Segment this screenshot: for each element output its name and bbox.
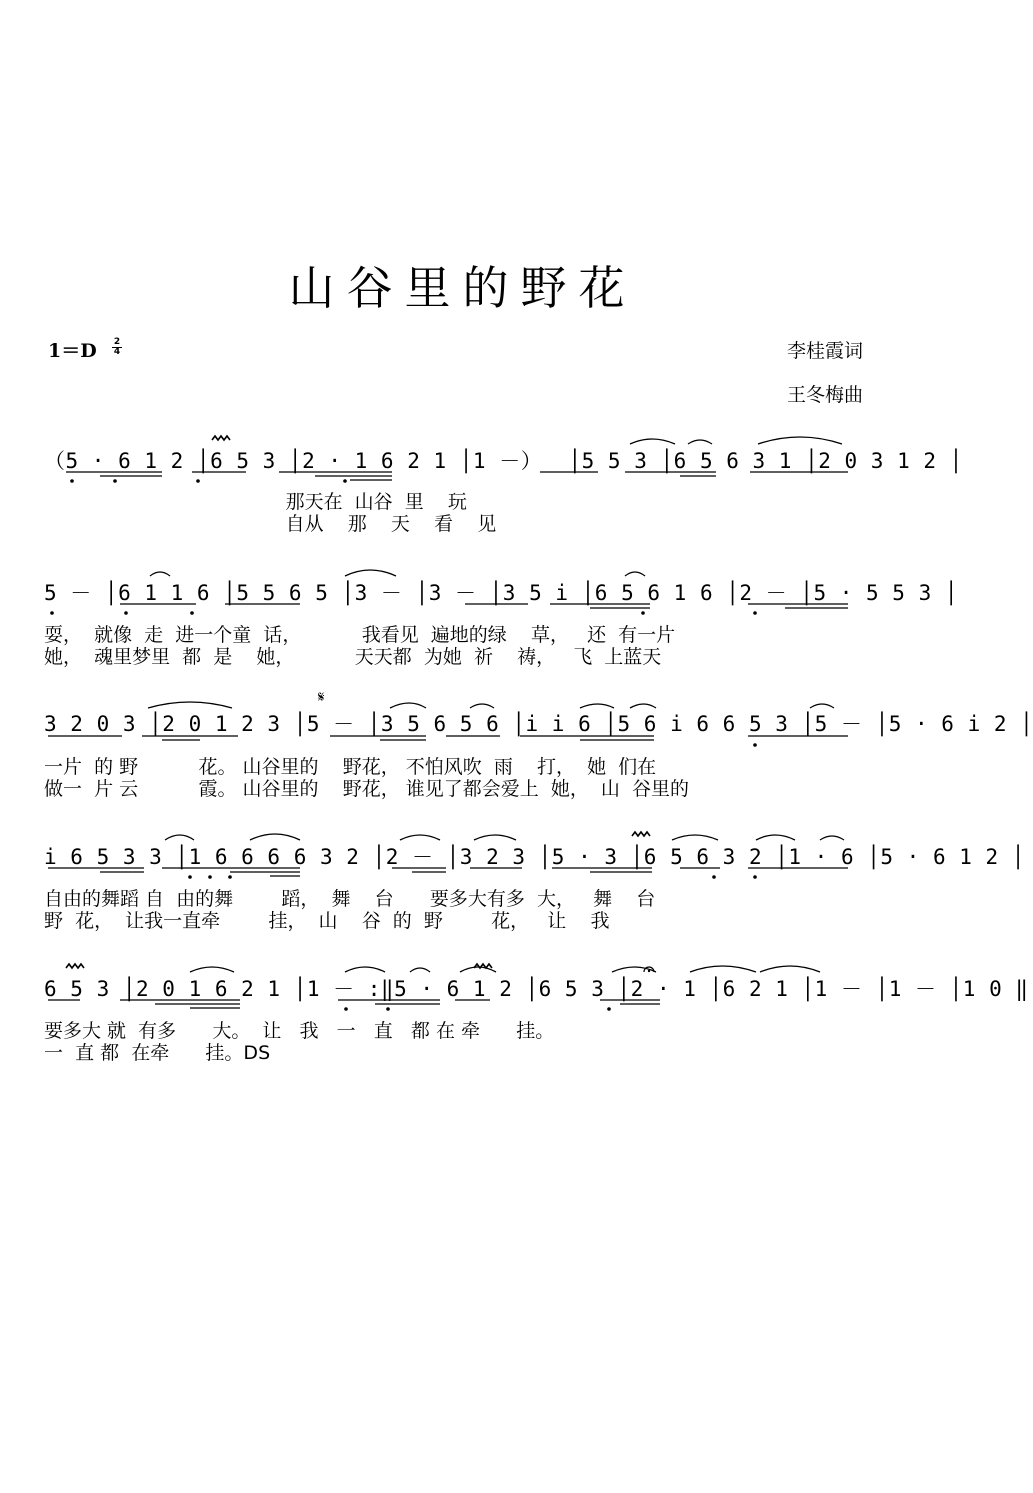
lyric-verse-1: 那天在 山谷 里 玩 — [44, 491, 467, 513]
score-system-5 — [44, 974, 1029, 1004]
notation-line: （5 · 6 1 2 │6 5 3 │2 · 1 6 2 1 │1 －） │5 5 3 │6 5 6 3 1 │2 0 3 1 2 │ — [44, 449, 963, 473]
lyric-verse-2: 她， 魂里梦里 都 是 她， 天天都 为她 祈 祷， 飞 上蓝天 — [44, 646, 662, 668]
fermata-icon — [644, 967, 654, 972]
lyric-verse-2: 做一 片 云 霞。 山谷里的 野花， 谁见了都会爱上 她， 山 谷里的 — [44, 778, 689, 800]
time-signature-top: 2 — [113, 337, 121, 347]
octave-dot — [712, 875, 716, 879]
lyric-verse-1: 耍， 就像 走 进一个童 话， 我看见 遍地的绿 草， 还 有一片 — [44, 624, 676, 646]
lyricist-credit: 李桂霞词 — [786, 340, 863, 362]
slur-mark — [148, 702, 834, 708]
notation-line: 3 2 0 3 │2 0 1 2 3 │5 － │3 5 6 5 6 │i i 6 │5 6 i 6 6 5 3 │5 － │5 · 6 i 2 │ — [44, 712, 1033, 736]
score-system-1 — [44, 446, 963, 476]
lyric-verse-2: 野 花， 让我一直牵 挂， 山 谷 的 野 花， 让 我 — [44, 910, 610, 932]
octave-dot — [753, 743, 757, 747]
mordent-icon — [212, 436, 230, 440]
notation-line: i 6 5 3 3 │1 6 6 6 6 3 2 │2 － │3 2 3 │5 · 3 │6 5 6 3 2 │1 · 6 │5 · 6 1 2 │ — [44, 845, 1025, 869]
octave-dot — [188, 875, 192, 879]
octave-dot — [228, 875, 232, 879]
slur-mark — [165, 834, 844, 840]
octave-dot — [208, 875, 212, 879]
octave-dot — [190, 611, 194, 615]
slur-mark — [630, 437, 842, 444]
time-signature-bottom: 4 — [113, 347, 121, 357]
octave-dot — [344, 1007, 348, 1011]
fermata-dot-icon — [648, 970, 650, 972]
octave-dot — [753, 875, 757, 879]
octave-dot — [343, 479, 347, 483]
lyric-verse-1: 一片 的 野 花。 山谷里的 野花， 不怕风吹 雨 打， 她 们在 — [44, 756, 657, 778]
octave-dot — [113, 479, 117, 483]
lyric-verse-2: 一 直 都 在牵 挂。DS — [44, 1042, 271, 1064]
octave-dot — [50, 611, 54, 615]
mordent-icon — [474, 964, 492, 968]
score-system-4 — [44, 842, 1025, 872]
slur-mark — [190, 966, 820, 972]
segno-icon: 𝄋 — [318, 688, 325, 706]
song-title: 山谷里的野花 — [288, 261, 637, 315]
octave-dot — [124, 611, 128, 615]
key-signature: 1＝D — [48, 340, 97, 362]
octave-dot — [386, 1007, 390, 1011]
lyric-verse-2: 自从 那 天 看 见 — [44, 513, 497, 535]
composer-credit: 王冬梅曲 — [786, 384, 863, 406]
notation-line: 5 － │6 1 1 6 │5 5 6 5 │3 － │3 － │3 5 i │6 5 6 1 6 │2 － │5 · 5 5 3 │ — [44, 581, 959, 605]
notation-line: 6 5 3 │2 0 1 6 2 1 │1 － :‖5 · 6 1 2 │6 5 3 │2 · 1 │6 2 1 │1 － │1 － │1 0 ‖ — [44, 977, 1029, 1001]
octave-dot — [607, 1007, 611, 1011]
octave-dot — [753, 611, 757, 615]
slur-mark — [150, 570, 645, 576]
lyric-verse-1: 自由的舞蹈 自 由的舞 蹈， 舞 台 要多大有多 大， 舞 台 — [44, 888, 656, 910]
octave-dot — [70, 479, 74, 483]
mordent-icon — [66, 964, 84, 968]
time-signature — [110, 338, 124, 357]
octave-dot — [641, 611, 645, 615]
score-system-2 — [44, 578, 959, 608]
score-system-3 — [44, 709, 1033, 739]
mordent-icon — [632, 832, 650, 836]
octave-dot — [196, 479, 200, 483]
lyric-verse-1: 要多大 就 有多 大。 让 我 一 直 都 在 牵 挂。 — [44, 1020, 555, 1042]
